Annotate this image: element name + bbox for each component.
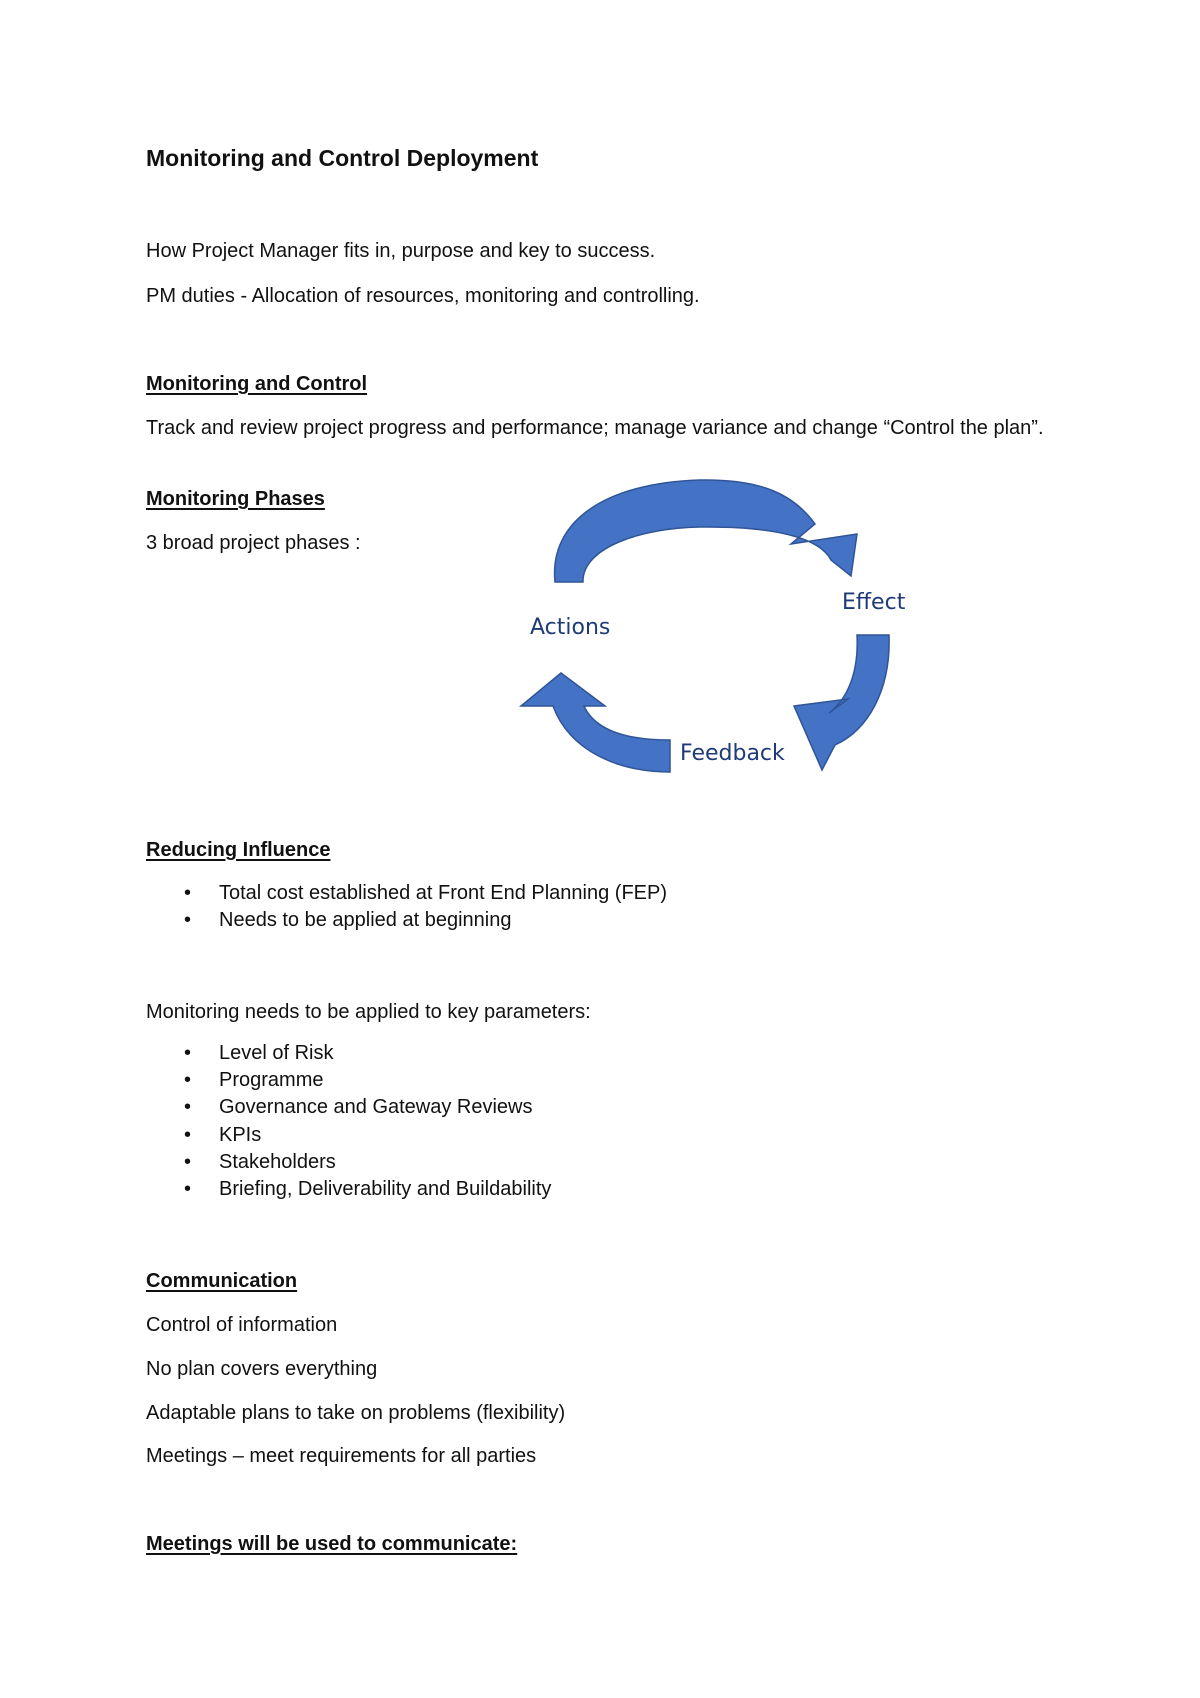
intro-line-2: PM duties - Allocation of resources, monitoring and controlling. — [146, 285, 700, 307]
monitoring-phases-heading: Monitoring Phases — [146, 488, 325, 510]
communication-line-3: Adaptable plans to take on problems (flexibility) — [146, 1402, 566, 1424]
reducing-influence-list — [146, 880, 667, 934]
right-arrow — [794, 635, 889, 770]
communication-line-2: No plan covers everything — [146, 1358, 378, 1380]
list-item: • Total cost established at Front End Planning (FEP) — [146, 880, 667, 907]
document-title: Monitoring and Control Deployment — [146, 145, 539, 171]
effect-label: Effect — [842, 590, 906, 615]
monitoring-control-body: Track and review project progress and performance; manage variance and change “Control the plan”. — [146, 417, 1044, 439]
meetings-heading: Meetings will be used to communicate: — [146, 1533, 518, 1555]
communication-line-1: Control of information — [146, 1314, 338, 1336]
monitoring-phases-body: 3 broad project phases : — [146, 532, 361, 554]
top-arrow — [555, 480, 857, 582]
key-parameters-list — [146, 1040, 551, 1203]
list-item: • Needs to be applied at beginning — [146, 907, 667, 934]
list-item: • Level of Risk — [146, 1040, 551, 1067]
feedback-label: Feedback — [680, 741, 785, 766]
communication-line-4: Meetings – meet requirements for all parties — [146, 1445, 537, 1467]
intro-line-1: How Project Manager fits in, purpose and key to success. — [146, 240, 656, 262]
list-item: • Stakeholders — [146, 1149, 551, 1176]
cycle-diagram — [510, 470, 930, 800]
actions-label: Actions — [530, 615, 611, 640]
monitoring-control-heading: Monitoring and Control — [146, 373, 368, 395]
list-item: • Governance and Gateway Reviews — [146, 1094, 551, 1121]
reducing-influence-heading: Reducing Influence — [146, 839, 331, 861]
communication-heading: Communication — [146, 1270, 298, 1292]
bottom-arrow — [521, 673, 670, 772]
list-item: • Programme — [146, 1067, 551, 1094]
list-item: • Briefing, Deliverability and Buildability — [146, 1176, 551, 1203]
list-item: • KPIs — [146, 1122, 551, 1149]
key-parameters-intro: Monitoring needs to be applied to key parameters: — [146, 1001, 591, 1023]
